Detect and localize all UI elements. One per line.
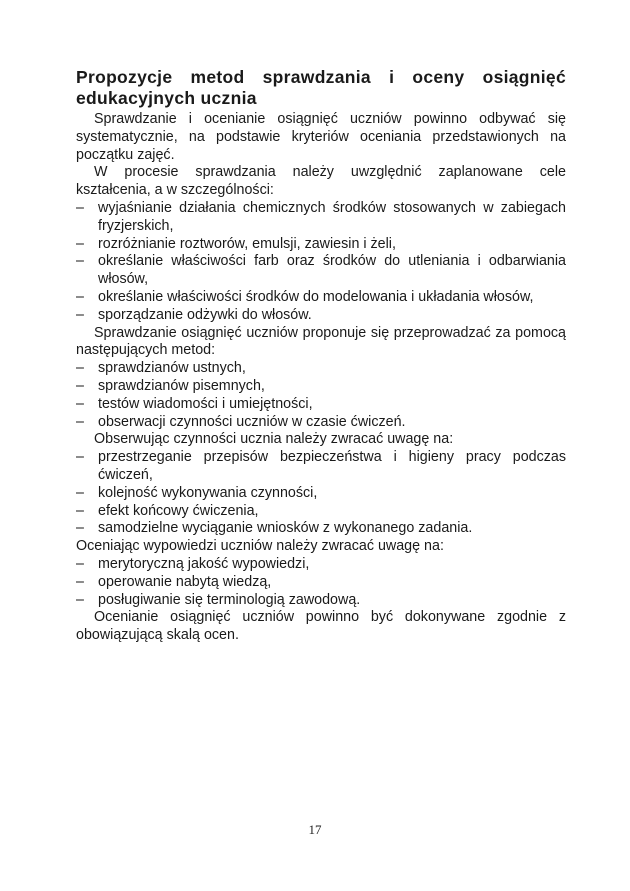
list-item [76, 574, 566, 592]
list-item [76, 378, 566, 396]
dash-bullet: – [76, 502, 84, 519]
list-item [76, 592, 566, 610]
dash-bullet: – [76, 377, 84, 394]
paragraph-intro: Sprawdzanie i ocenianie osiągnięć uczniów powinno odbywać się systematycznie, na podstawie kryteriów oceniania przedstawionych na początku zajęć. [76, 111, 566, 163]
list-item-text: samodzielne wyciąganie wniosków z wykonanego zadania. [98, 520, 473, 537]
list-item [76, 360, 566, 378]
list-item [76, 236, 566, 254]
list-item-text: efekt końcowy ćwiczenia, [98, 502, 259, 519]
list-item-text: merytoryczną jakość wypowiedzi, [98, 555, 310, 572]
paragraph-methods: Sprawdzanie osiągnięć uczniów proponuje się przeprowadzać za pomocą następujących metod: [76, 324, 566, 359]
list-item-text: operowanie nabytą wiedzą, [98, 573, 272, 590]
methods-list [76, 360, 566, 431]
dash-bullet: – [76, 413, 84, 430]
dash-bullet: – [76, 555, 84, 572]
dash-bullet: – [76, 520, 84, 537]
list-item-text: określanie właściwości środków do modelowania i układania włosów, [98, 288, 534, 305]
list-item-text: wyjaśnianie działania chemicznych środków stosowanych w zabiegach fryzjerskich, [98, 199, 566, 234]
observation-list [76, 449, 566, 538]
paragraph-grading: Ocenianie osiągnięć uczniów powinno być dokonywane zgodnie z obowiązującą skalą ocen. [76, 609, 566, 644]
dash-bullet: – [76, 360, 84, 377]
document-body [76, 67, 566, 645]
list-item [76, 485, 566, 503]
dash-bullet: – [76, 484, 84, 501]
page-number: 17 [308, 822, 322, 837]
list-item [76, 449, 566, 485]
paragraph-goals: W procesie sprawdzania należy uwzględnić zaplanowane cele kształcenia, a w szczególności: [76, 164, 566, 199]
list-item [76, 253, 566, 289]
paragraph-observation: Obserwując czynności ucznia należy zwracać uwagę na: [94, 431, 454, 448]
list-item-text: testów wiadomości i umiejętności, [98, 395, 313, 412]
dash-bullet: – [76, 591, 84, 608]
list-item-text: rozróżnianie roztworów, emulsji, zawiesin i żeli, [98, 235, 396, 252]
list-item-text: określanie właściwości farb oraz środków do utleniania i odbarwiania włosów, [98, 253, 566, 288]
list-item [76, 307, 566, 325]
dash-bullet: – [76, 199, 84, 216]
list-item-text: sprawdzianów ustnych, [98, 360, 246, 377]
heading-line-1: Propozycje metod sprawdzania i oceny osiągnięć [76, 67, 566, 87]
list-item [76, 289, 566, 307]
dash-bullet: – [76, 573, 84, 590]
dash-bullet: – [76, 288, 84, 305]
paragraph-statements: Oceniając wypowiedzi uczniów należy zwracać uwagę na: [76, 538, 444, 555]
goals-list [76, 200, 566, 325]
dash-bullet: – [76, 235, 84, 252]
dash-bullet: – [76, 253, 84, 270]
list-item [76, 396, 566, 414]
dash-bullet: – [76, 395, 84, 412]
list-item [76, 556, 566, 574]
list-item [76, 200, 566, 236]
list-item [76, 520, 566, 538]
list-item [76, 503, 566, 521]
list-item-text: sporządzanie odżywki do włosów. [98, 306, 312, 323]
heading-line-2: edukacyjnych ucznia [76, 88, 257, 108]
list-item-text: kolejność wykonywania czynności, [98, 484, 318, 501]
statements-list [76, 556, 566, 609]
section-heading [76, 67, 566, 109]
list-item [76, 414, 566, 432]
list-item-text: przestrzeganie przepisów bezpieczeństwa i higieny pracy podczas ćwiczeń, [98, 449, 566, 483]
list-item-text: sprawdzianów pisemnych, [98, 377, 265, 394]
list-item-text: obserwacji czynności uczniów w czasie ćwiczeń. [98, 413, 406, 430]
dash-bullet: – [76, 306, 84, 323]
list-item-text: posługiwanie się terminologią zawodową. [98, 591, 361, 608]
dash-bullet: – [76, 449, 84, 466]
